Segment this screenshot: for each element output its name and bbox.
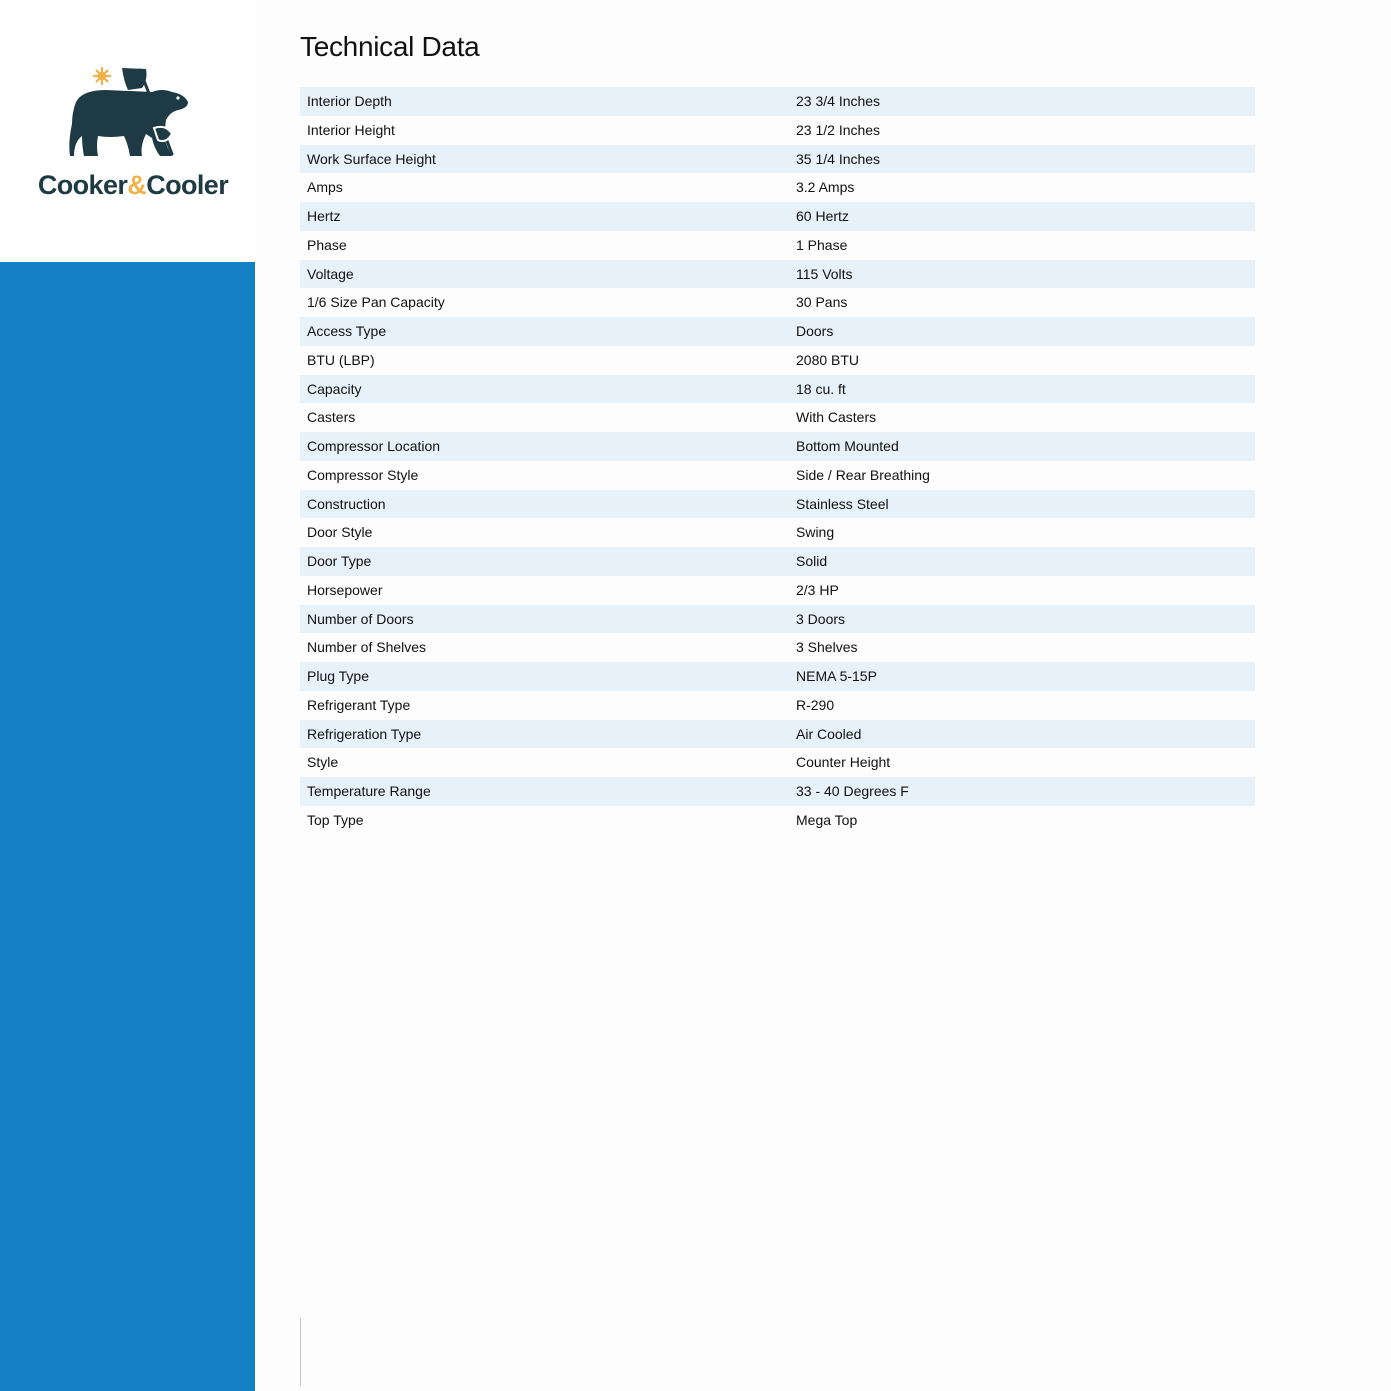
spec-label: Number of Doors [307, 610, 414, 627]
spec-label: Top Type [307, 811, 364, 828]
spec-row [300, 231, 1255, 260]
spec-row [300, 490, 1255, 519]
sun-icon [94, 68, 110, 84]
spec-value: Side / Rear Breathing [796, 466, 930, 483]
spec-label: Refrigerant Type [307, 696, 411, 713]
spec-label: Door Type [307, 553, 372, 569]
spec-label: Work Surface Height [307, 150, 436, 167]
spec-row [300, 145, 1255, 174]
spec-value: 2/3 HP [796, 581, 839, 598]
spec-label: Temperature Range [307, 783, 431, 799]
spec-value: NEMA 5-15P [796, 668, 877, 684]
footer-divider [300, 1318, 301, 1386]
spec-value: 60 Hertz [796, 208, 849, 224]
spec-row [300, 202, 1255, 231]
spec-row [300, 260, 1255, 289]
spec-row [300, 346, 1255, 375]
spec-value: Counter Height [796, 754, 891, 771]
spec-row [300, 403, 1255, 432]
spec-label: Capacity [307, 380, 362, 397]
spec-label: Refrigeration Type [307, 725, 422, 742]
spec-value: 30 Pans [796, 294, 848, 311]
spec-value: 115 Volts [796, 265, 853, 282]
spec-row [300, 317, 1255, 346]
spec-value: 23 1/2 Inches [796, 121, 881, 138]
spec-row [300, 375, 1255, 404]
spec-label: Door Style [307, 524, 373, 541]
spec-value: Stainless Steel [796, 495, 889, 512]
spec-value: R-290 [796, 696, 835, 713]
spec-label: Style [307, 754, 339, 771]
spec-label: Compressor Style [307, 466, 419, 483]
spec-row [300, 432, 1255, 461]
brand-name-part2: Cooler [146, 170, 229, 200]
spec-label: BTU (LBP) [307, 351, 375, 368]
spec-row [300, 720, 1255, 749]
spec-label: Number of Shelves [307, 639, 427, 656]
spec-row [300, 662, 1255, 691]
spec-value: 2080 BTU [796, 351, 860, 368]
spec-row [300, 547, 1255, 576]
spec-table [300, 87, 1255, 835]
spec-value: Solid [796, 553, 828, 569]
spec-label: Interior Height [307, 121, 395, 138]
spec-row [300, 633, 1255, 662]
spec-value: 3 Shelves [796, 639, 858, 656]
spec-value: 18 cu. ft [796, 380, 846, 397]
spec-value: With Casters [796, 409, 877, 426]
spec-row [300, 748, 1255, 777]
spec-row [300, 605, 1255, 634]
spec-label: 1/6 Size Pan Capacity [307, 294, 445, 311]
spec-row [300, 116, 1255, 145]
brand-ampersand: & [127, 170, 147, 200]
spec-label: Horsepower [307, 581, 383, 598]
spec-value: Mega Top [796, 811, 858, 828]
spec-value: Air Cooled [796, 725, 862, 742]
brand-name-part1: Cooker [37, 170, 128, 200]
spec-label: Amps [307, 179, 343, 196]
spec-row [300, 173, 1255, 202]
spec-value: 35 1/4 Inches [796, 150, 881, 167]
spec-label: Construction [307, 495, 386, 512]
spec-label: Casters [307, 409, 356, 426]
spec-label: Interior Depth [307, 93, 392, 109]
spec-label: Hertz [307, 208, 341, 224]
spec-row [300, 518, 1255, 547]
spec-row [300, 806, 1255, 835]
spec-label: Compressor Location [307, 438, 441, 454]
spec-row [300, 461, 1255, 490]
spec-row [300, 288, 1255, 317]
spec-label: Phase [307, 236, 347, 253]
spec-value: 23 3/4 Inches [796, 93, 881, 109]
spec-value: Swing [796, 524, 835, 541]
spec-value: 33 - 40 Degrees F [796, 783, 909, 799]
spec-row [300, 87, 1255, 116]
spec-value: Doors [796, 323, 834, 339]
spec-label: Voltage [307, 265, 354, 282]
polar-bear-with-flag-icon [62, 64, 192, 160]
spec-label: Access Type [307, 323, 387, 339]
spec-row [300, 777, 1255, 806]
page-title: Technical Data [300, 31, 480, 62]
spec-row [300, 576, 1255, 605]
spec-value: 3.2 Amps [796, 179, 855, 196]
spec-label: Plug Type [307, 668, 370, 684]
brand-wordmark [0, 170, 266, 201]
brand-logo [0, 0, 255, 262]
spec-row [300, 691, 1255, 720]
spec-value: Bottom Mounted [796, 438, 899, 454]
spec-value: 1 Phase [796, 236, 848, 253]
spec-value: 3 Doors [796, 610, 846, 627]
